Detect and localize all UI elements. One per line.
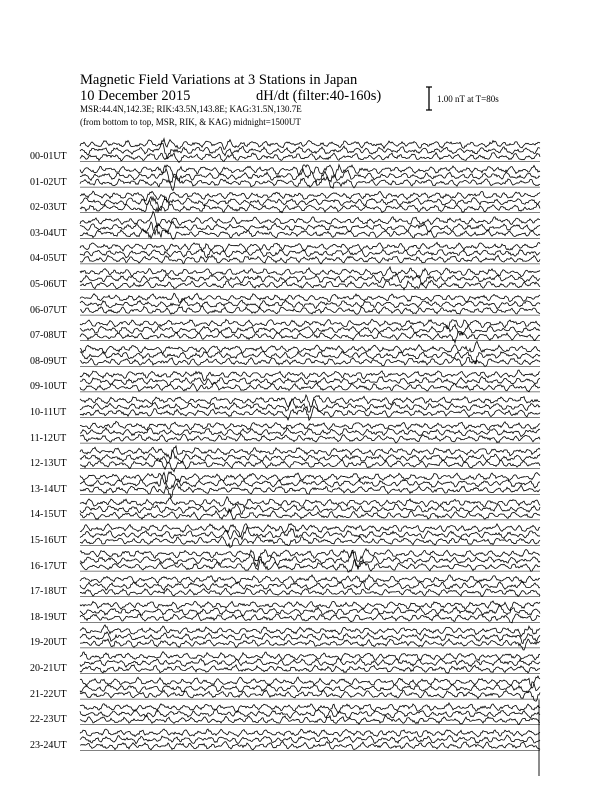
hour-label: 09-10UT xyxy=(30,381,67,393)
trace-msr xyxy=(80,483,540,498)
hour-row-06-07UT xyxy=(80,293,540,315)
hour-label: 06-07UT xyxy=(30,304,67,316)
hour-row-22-23UT xyxy=(80,703,540,725)
hour-label: 17-18UT xyxy=(30,586,67,598)
trace-rik xyxy=(80,221,540,234)
hour-row-20-21UT xyxy=(80,652,540,674)
trace-rik xyxy=(80,632,540,644)
hour-label: 22-23UT xyxy=(30,714,67,726)
hour-label: 21-22UT xyxy=(30,688,67,700)
trace-msr xyxy=(80,331,540,342)
trace-msr xyxy=(80,536,540,547)
hour-row-08-09UT xyxy=(80,341,540,366)
hour-label: 11-12UT xyxy=(30,432,67,444)
hour-label: 03-04UT xyxy=(30,227,67,239)
hour-row-03-04UT xyxy=(80,212,540,240)
trace-msr xyxy=(80,434,540,443)
hour-row-05-06UT xyxy=(80,267,540,290)
trace-kag xyxy=(80,652,540,661)
trace-msr xyxy=(80,153,540,163)
trace-rik xyxy=(80,581,540,590)
hour-label: 08-09UT xyxy=(30,355,67,367)
trace-kag xyxy=(80,729,540,737)
hour-row-11-12UT xyxy=(80,421,540,443)
hour-row-23-24UT xyxy=(80,729,540,750)
hour-row-10-11UT xyxy=(80,395,540,420)
trace-kag xyxy=(80,370,540,381)
hour-label: 16-17UT xyxy=(30,560,67,572)
trace-kag xyxy=(80,139,540,150)
trace-rik xyxy=(80,451,540,463)
chart-date: 10 December 2015 xyxy=(80,88,191,104)
hour-label: 02-03UT xyxy=(30,202,67,214)
hour-row-12-13UT xyxy=(80,446,540,472)
hour-row-09-10UT xyxy=(80,370,540,392)
hour-label: 05-06UT xyxy=(30,279,67,290)
trace-msr xyxy=(80,460,540,472)
hour-label: 00-01UT xyxy=(30,151,67,162)
scale-bar-label: 1.00 nT at T=80s xyxy=(437,94,499,104)
trace-kag xyxy=(80,601,540,611)
trace-msr xyxy=(80,280,540,289)
trace-kag xyxy=(80,341,540,353)
hour-label: 15-16UT xyxy=(30,535,67,546)
trace-msr xyxy=(80,690,540,701)
hour-label: 18-19UT xyxy=(30,611,67,623)
hour-label: 07-08UT xyxy=(30,330,67,342)
hour-row-04-05UT xyxy=(80,242,540,264)
trace-rik xyxy=(80,605,540,616)
trace-rik xyxy=(80,428,540,437)
station-coordinates: MSR:44.4N,142.3E; RIK:43.5N,143.8E; KAG:31.5N,130.7E xyxy=(80,104,302,114)
trace-kag xyxy=(80,267,540,278)
hour-row-21-22UT xyxy=(80,676,540,701)
trace-msr xyxy=(80,176,540,190)
filter-label: dH/dt (filter:40-160s) xyxy=(256,88,382,104)
trace-msr xyxy=(80,509,540,520)
trace-rik xyxy=(80,735,540,744)
hour-row-15-16UT xyxy=(80,524,540,548)
trace-kag xyxy=(80,395,540,407)
trace-kag xyxy=(80,497,540,508)
hour-row-17-18UT xyxy=(80,575,540,597)
hour-label: 14-15UT xyxy=(30,509,67,521)
trace-kag xyxy=(80,319,540,328)
hour-row-00-01UT xyxy=(80,139,540,163)
trace-rik xyxy=(80,709,540,718)
hour-row-02-03UT xyxy=(80,191,540,213)
hour-label: 23-24UT xyxy=(30,739,67,751)
trace-msr xyxy=(80,357,540,366)
hour-row-14-15UT xyxy=(80,497,540,520)
trace-order-note: (from bottom to top, MSR, RIK, & KAG) midnight=1500UT xyxy=(80,117,301,127)
scale-bar xyxy=(426,87,432,110)
chart-title: Magnetic Field Variations at 3 Stations in Japan xyxy=(80,72,358,88)
trace-rik xyxy=(80,376,540,385)
trace-rik xyxy=(80,143,540,159)
hour-row-19-20UT xyxy=(80,625,540,650)
trace-rik xyxy=(80,299,540,309)
hour-row-13-14UT xyxy=(80,472,540,498)
hour-label: 04-05UT xyxy=(30,253,67,265)
hour-label: 20-21UT xyxy=(30,663,67,674)
hour-label: 19-20UT xyxy=(30,637,67,649)
trace-msr xyxy=(80,613,540,623)
trace-msr xyxy=(80,306,540,314)
hour-row-01-02UT xyxy=(80,165,540,191)
trace-msr xyxy=(80,201,540,213)
trace-rik xyxy=(80,249,540,258)
hour-label: 13-14UT xyxy=(30,483,67,495)
trace-kag xyxy=(80,575,540,583)
trace-rik xyxy=(80,325,540,336)
trace-msr xyxy=(80,742,540,750)
trace-kag xyxy=(80,242,540,251)
trace-kag xyxy=(80,212,540,226)
hour-label: 12-13UT xyxy=(30,458,67,470)
hour-label: 10-11UT xyxy=(30,407,67,418)
hour-row-18-19UT xyxy=(80,601,540,623)
trace-kag xyxy=(80,703,540,713)
trace-msr xyxy=(80,382,540,391)
hour-row-16-17UT xyxy=(80,549,540,572)
trace-kag xyxy=(80,472,540,484)
trace-rik xyxy=(80,658,540,667)
trace-rik xyxy=(80,682,540,693)
hour-row-07-08UT xyxy=(80,319,540,342)
trace-kag xyxy=(80,676,540,688)
hour-label: 01-02UT xyxy=(30,176,67,188)
trace-msr xyxy=(80,639,540,650)
